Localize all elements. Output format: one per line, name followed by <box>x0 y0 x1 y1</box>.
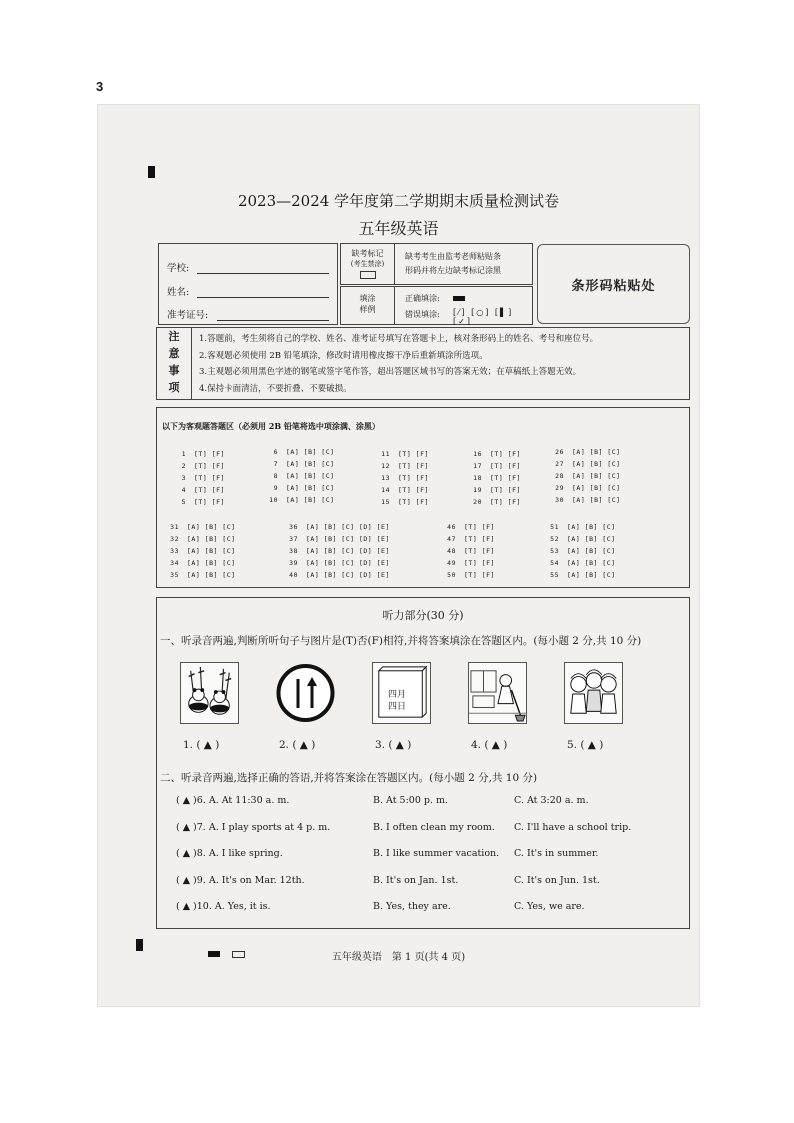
question-option-b: B. I like summer vacation. <box>373 848 500 859</box>
picture-answer-label: 1. ( ▲ ) <box>183 739 220 751</box>
absent-mark-box <box>340 243 533 285</box>
picture-answer-label: 3. ( ▲ ) <box>375 739 412 751</box>
absent-sub: (考生禁涂) <box>350 260 385 268</box>
answer-bubble-row[interactable] <box>265 484 335 492</box>
panda-icon <box>181 663 238 723</box>
answer-question-number: 9 <box>273 484 278 492</box>
answer-bubble-options[interactable]: [A] [B] [C] <box>187 571 236 579</box>
wrong-fill-label: 错误填涂: <box>405 310 440 319</box>
answer-bubble-row[interactable] <box>173 450 225 458</box>
listening-section <box>156 597 690 929</box>
answer-question-number: 16 <box>473 450 482 458</box>
part1-instruction: 一、听录音两遍,判断所听句子与图片是(T)否(F)相符,并将答案填涂在答题区内。(每小题 2 分,共 10 分) <box>160 635 642 647</box>
answer-bubble-options[interactable]: [T] [F] <box>464 559 495 567</box>
answer-bubble-options[interactable]: [A] [B] [C] <box>567 535 616 543</box>
answer-bubble-options[interactable]: [T] [F] <box>464 547 495 555</box>
answer-question-number: 26 <box>555 448 564 456</box>
answer-bubble-options[interactable]: [A] [B] [C] [D] [E] <box>306 571 390 579</box>
answer-bubble-row[interactable] <box>285 559 390 567</box>
answer-bubble-row[interactable] <box>166 571 236 579</box>
answer-bubble-row[interactable] <box>173 462 225 470</box>
answer-bubble-row[interactable] <box>285 571 390 579</box>
answer-bubble-options[interactable]: [A] [B] [C] <box>567 559 616 567</box>
answer-question-number: 37 <box>289 535 298 543</box>
answer-bubble-row[interactable] <box>377 462 429 470</box>
school-field[interactable] <box>197 273 329 274</box>
answer-question-number: 5 <box>181 498 186 506</box>
picture-answer-label: 4. ( ▲ ) <box>471 739 508 751</box>
answer-bubble-row[interactable] <box>551 448 621 456</box>
question-stem-option-a: ( ▲ )10. A. Yes, it is. <box>176 901 271 912</box>
notice-heading-3: 事 <box>168 364 180 377</box>
answer-question-number: 48 <box>447 547 456 555</box>
answer-question-number: 15 <box>381 498 390 506</box>
answer-bubble-row[interactable] <box>546 523 616 531</box>
answer-question-number: 50 <box>447 571 456 579</box>
answer-question-number: 28 <box>555 472 564 480</box>
question-option-c: C. I'll have a school trip. <box>514 821 632 833</box>
answer-bubble-options[interactable]: [T] [F] <box>490 450 521 458</box>
answer-bubble-row[interactable] <box>173 498 225 506</box>
answer-question-number: 30 <box>555 496 564 504</box>
question-option-c: C. At 3:20 a. m. <box>514 795 589 806</box>
answer-area-heading: 以下为客观题答题区（必须用 2B 铅笔将选中项涂满、涂黑） <box>162 421 380 431</box>
question-option-c: C. It's on Jun. 1st. <box>514 874 600 886</box>
answer-bubble-row[interactable] <box>469 474 521 482</box>
answer-bubble-row[interactable] <box>469 450 521 458</box>
answer-bubble-options[interactable]: [T] [F] <box>490 462 521 470</box>
answer-bubble-options[interactable]: [T] [F] <box>194 486 225 494</box>
answer-question-number: 2 <box>181 462 186 470</box>
answer-bubble-options[interactable]: [A] [B] [C] <box>286 460 335 468</box>
answer-bubble-row[interactable] <box>443 571 495 579</box>
name-field[interactable] <box>197 297 329 298</box>
answer-bubble-options[interactable]: [T] [F] <box>398 450 429 458</box>
answer-question-number: 10 <box>269 496 278 504</box>
answer-bubble-row[interactable] <box>443 535 495 543</box>
answer-question-number: 49 <box>447 559 456 567</box>
fill-example-box <box>340 286 533 325</box>
answer-question-number: 18 <box>473 474 482 482</box>
cleaning-room-icon <box>469 663 526 723</box>
answer-question-number: 34 <box>170 559 179 567</box>
answer-bubble-row[interactable] <box>265 496 335 504</box>
answer-bubble-options[interactable]: [A] [B] [C] <box>286 448 335 456</box>
answer-bubble-row[interactable] <box>551 496 621 504</box>
no-entry-sign-icon <box>276 662 335 724</box>
ticket-label: 准考证号: <box>167 310 209 321</box>
answer-bubble-row[interactable] <box>469 462 521 470</box>
absent-note-1: 缺考考生由监考老师粘贴条 <box>405 252 501 261</box>
fill-title-cell <box>341 287 395 324</box>
answer-bubble-row[interactable] <box>166 535 236 543</box>
answer-bubble-row[interactable] <box>265 448 335 456</box>
picture-5 <box>564 662 623 724</box>
picture-1 <box>180 662 239 724</box>
answer-bubble-options[interactable]: [T] [F] <box>194 474 225 482</box>
answer-question-number: 19 <box>473 486 482 494</box>
answer-question-number: 36 <box>289 523 298 531</box>
answer-bubble-row[interactable] <box>166 559 236 567</box>
barcode-label: 条形码粘贴处 <box>571 279 656 294</box>
answer-bubble-options[interactable]: [A] [B] [C] <box>572 472 621 480</box>
notice-heading-cell <box>157 328 192 399</box>
notice-heading-2: 意 <box>168 347 180 360</box>
notice-item-4: 4.保持卡面清洁，不要折叠、不要破损。 <box>199 383 352 394</box>
calendar-day: 四日 <box>388 702 407 712</box>
answer-bubble-options[interactable]: [T] [F] <box>398 498 429 506</box>
answer-question-number: 29 <box>555 484 564 492</box>
answer-question-number: 32 <box>170 535 179 543</box>
answer-bubble-options[interactable]: [A] [B] [C] <box>286 496 335 504</box>
answer-bubble-options[interactable]: [T] [F] <box>194 498 225 506</box>
children-icon <box>565 663 622 723</box>
answer-question-number: 55 <box>550 571 559 579</box>
answer-bubble-options[interactable]: [T] [F] <box>398 462 429 470</box>
answer-bubble-row[interactable] <box>377 486 429 494</box>
name-label: 姓名: <box>167 287 190 298</box>
picture-3 <box>372 662 431 724</box>
answer-bubble-row[interactable] <box>377 474 429 482</box>
answer-bubble-row[interactable] <box>166 547 236 555</box>
absent-note-2: 形码并将左边缺考标记涂黑 <box>405 266 501 275</box>
answer-bubble-options[interactable]: [T] [F] <box>490 474 521 482</box>
answer-bubble-row[interactable] <box>551 472 621 480</box>
answer-bubble-row[interactable] <box>551 484 621 492</box>
answer-bubble-options[interactable]: [A] [B] [C] <box>286 484 335 492</box>
listening-title: 听力部分(30 分) <box>382 609 464 622</box>
answer-bubble-options[interactable]: [A] [B] [C] <box>187 523 236 531</box>
answer-bubble-options[interactable]: [T] [F] <box>398 474 429 482</box>
answer-bubble-options[interactable]: [T] [F] <box>398 486 429 494</box>
answer-bubble-options[interactable]: [T] [F] <box>194 450 225 458</box>
question-option-b: B. It's on Jan. 1st. <box>373 874 459 886</box>
answer-bubble-options[interactable]: [A] [B] [C] [D] [E] <box>306 547 390 555</box>
answer-bubble-options[interactable]: [A] [B] [C] <box>567 547 616 555</box>
answer-question-number: 47 <box>447 535 456 543</box>
answer-question-number: 39 <box>289 559 298 567</box>
answer-question-number: 33 <box>170 547 179 555</box>
answer-question-number: 52 <box>550 535 559 543</box>
answer-bubble-options[interactable]: [T] [F] <box>464 571 495 579</box>
notice-heading-4: 项 <box>168 381 180 394</box>
answer-question-number: 3 <box>181 474 186 482</box>
answer-bubble-options[interactable]: [A] [B] [C] <box>567 523 616 531</box>
picture-answer-label: 2. ( ▲ ) <box>279 739 316 751</box>
answer-bubble-row[interactable] <box>443 547 495 555</box>
exam-title: 2023—2024 学年度第二学期期末质量检测试卷 <box>237 192 560 210</box>
answer-question-number: 1 <box>181 450 186 458</box>
answer-bubble-options[interactable]: [A] [B] [C] <box>286 472 335 480</box>
notice-heading-1: 注 <box>168 330 180 343</box>
notice-item-2: 2.客观题必须使用 2B 铅笔填涂，修改时请用橡皮擦干净后重新填涂所选项。 <box>199 350 488 361</box>
exam-subject: 五年级英语 <box>358 219 439 238</box>
question-option-c: C. Yes, we are. <box>514 901 585 912</box>
answer-question-number: 14 <box>381 486 390 494</box>
answer-question-number: 46 <box>447 523 456 531</box>
question-option-c: C. It's in summer. <box>514 848 599 859</box>
answer-question-number: 51 <box>550 523 559 531</box>
answer-bubble-row[interactable] <box>377 450 429 458</box>
answer-question-number: 11 <box>381 450 390 458</box>
notice-box <box>156 327 690 400</box>
answer-question-number: 38 <box>289 547 298 555</box>
question-option-b: B. At 5:00 p. m. <box>373 795 449 806</box>
answer-bubble-options[interactable]: [A] [B] [C] <box>572 460 621 468</box>
answer-bubble-options[interactable]: [A] [B] [C] [D] [E] <box>306 535 390 543</box>
answer-bubble-row[interactable] <box>469 486 521 494</box>
absent-title-cell <box>341 244 395 284</box>
picture-2 <box>276 662 335 724</box>
fill-title-2: 样例 <box>359 305 376 314</box>
answer-question-number: 31 <box>170 523 179 531</box>
answer-question-number: 54 <box>550 559 559 567</box>
answer-bubble-row[interactable] <box>265 472 335 480</box>
answer-bubble-options[interactable]: [A] [B] [C] <box>572 496 621 504</box>
answer-bubble-row[interactable] <box>265 460 335 468</box>
answer-bubble-options[interactable]: [T] [F] <box>490 498 521 506</box>
answer-bubble-options[interactable]: [A] [B] [C] <box>572 484 621 492</box>
correct-fill-sample <box>453 296 465 301</box>
question-option-b: B. I often clean my room. <box>373 821 495 833</box>
answer-bubble-options[interactable]: [T] [F] <box>464 523 495 531</box>
answer-question-number: 13 <box>381 474 390 482</box>
answer-bubble-row[interactable] <box>546 535 616 543</box>
answer-question-number: 17 <box>473 462 482 470</box>
school-label: 学校: <box>167 263 190 274</box>
answer-question-number: 4 <box>181 486 186 494</box>
answer-question-number: 6 <box>273 448 278 456</box>
absent-checkbox[interactable] <box>360 271 376 279</box>
answer-bubble-row[interactable] <box>443 559 495 567</box>
question-stem-option-a: ( ▲ )6. A. At 11:30 a. m. <box>176 795 290 806</box>
notice-item-1: 1.答题前，考生须将自己的学校、姓名、准考证号填写在答题卡上，核对条形码上的姓名、考号和座位号。 <box>199 334 599 344</box>
picture-answer-label: 5. ( ▲ ) <box>567 739 604 751</box>
correct-fill-label: 正确填涂: <box>405 294 440 303</box>
answer-bubble-row[interactable] <box>173 486 225 494</box>
answer-question-number: 35 <box>170 571 179 579</box>
page-footer: 五年级英语 第 1 页(共 4 页) <box>331 952 466 963</box>
calendar-month: 四月 <box>388 690 407 700</box>
answer-bubble-row[interactable] <box>443 523 495 531</box>
answer-bubble-options[interactable]: [A] [B] [C] <box>567 571 616 579</box>
answer-bubble-row[interactable] <box>551 460 621 468</box>
answer-bubble-options[interactable]: [A] [B] [C] <box>572 448 621 456</box>
answer-question-number: 27 <box>555 460 564 468</box>
answer-question-number: 7 <box>273 460 278 468</box>
registration-mark-top-left <box>148 166 155 178</box>
question-option-b: B. Yes, they are. <box>373 901 451 912</box>
page-number: 3 <box>96 79 104 94</box>
student-info-box <box>158 243 338 325</box>
answer-bubble-row[interactable] <box>546 559 616 567</box>
answer-bubble-options[interactable]: [T] [F] <box>490 486 521 494</box>
exam-sheet <box>98 105 699 1006</box>
answer-bubble-options[interactable]: [A] [B] [C] [D] [E] <box>306 523 390 531</box>
answer-bubble-row[interactable] <box>546 547 616 555</box>
answer-bubble-options[interactable]: [A] [B] [C] <box>187 559 236 567</box>
answer-question-number: 8 <box>273 472 278 480</box>
answer-bubble-options[interactable]: [A] [B] [C] [D] [E] <box>306 559 390 567</box>
answer-bubble-row[interactable] <box>285 547 390 555</box>
answer-question-number: 53 <box>550 547 559 555</box>
answer-bubble-row[interactable] <box>285 535 390 543</box>
picture-4 <box>468 662 527 724</box>
question-stem-option-a: ( ▲ )7. A. I play sports at 4 p. m. <box>176 821 331 833</box>
answer-bubble-options[interactable]: [T] [F] <box>464 535 495 543</box>
ticket-number-field[interactable] <box>217 320 329 321</box>
answer-bubble-row[interactable] <box>166 523 236 531</box>
absent-title: 缺考标记 <box>351 249 384 258</box>
answer-bubble-row[interactable] <box>285 523 390 531</box>
part2-instruction: 二、听录音两遍,选择正确的答语,并将答案涂在答题区内。(每小题 2 分,共 10 分) <box>160 772 538 784</box>
answer-bubble-row[interactable] <box>173 474 225 482</box>
question-stem-option-a: ( ▲ )9. A. It's on Mar. 12th. <box>176 874 305 886</box>
wrong-fill-samples-icon: [⁄] [○] [▌] [✓] <box>453 308 514 326</box>
answer-bubble-options[interactable]: [T] [F] <box>194 462 225 470</box>
notice-item-3: 3.主观题必须用黑色字迹的钢笔或签字笔作答，超出答题区域书写的答案无效；在草稿纸上答题无效。 <box>199 367 582 377</box>
answer-question-number: 12 <box>381 462 390 470</box>
notice-items <box>199 331 687 397</box>
answer-bubble-row[interactable] <box>377 498 429 506</box>
answer-bubble-row[interactable] <box>546 571 616 579</box>
fill-title-1: 填涂 <box>359 294 376 303</box>
answer-bubble-row[interactable] <box>469 498 521 506</box>
question-stem-option-a: ( ▲ )8. A. I like spring. <box>176 848 283 859</box>
barcode-area <box>537 244 690 324</box>
answer-question-number: 20 <box>473 498 482 506</box>
answer-bubble-options[interactable]: [A] [B] [C] <box>187 535 236 543</box>
answer-question-number: 40 <box>289 571 298 579</box>
answer-bubble-options[interactable]: [A] [B] [C] <box>187 547 236 555</box>
